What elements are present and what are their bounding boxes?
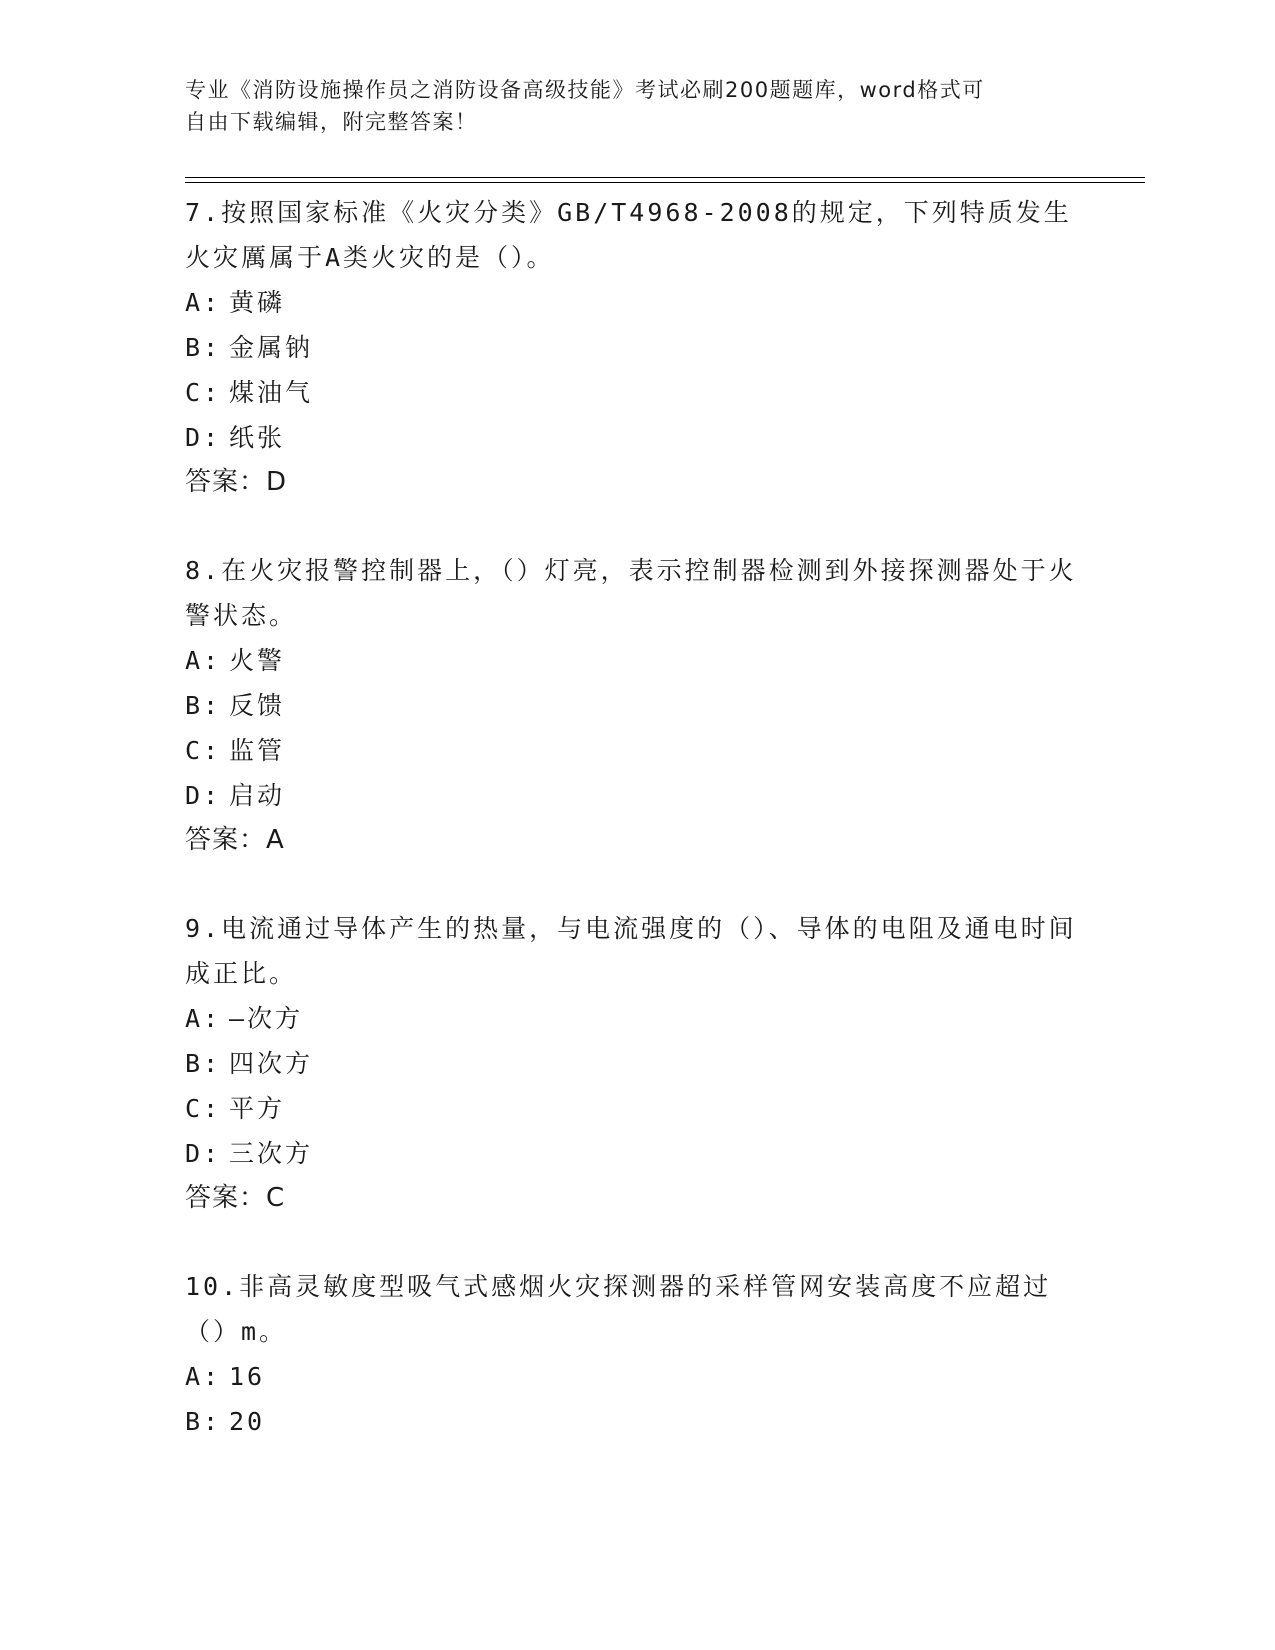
option-text: 三次方 <box>229 1139 314 1168</box>
question-7 <box>185 190 1085 505</box>
question-8 <box>185 548 1085 863</box>
option-text: 黄磷 <box>229 288 286 317</box>
document-header <box>185 74 1065 138</box>
option-text: 火警 <box>229 646 286 675</box>
option-text: 金属钠 <box>229 333 314 362</box>
answer-line: 答案：A <box>185 825 285 855</box>
option-text: 四次方 <box>229 1049 314 1078</box>
question-list <box>185 190 1085 1487</box>
question-10 <box>185 1264 1085 1444</box>
option-b <box>185 325 1085 370</box>
option-text: 纸张 <box>229 423 286 452</box>
option-a <box>185 638 1085 683</box>
option-label: A: <box>185 1004 222 1033</box>
option-label: B: <box>185 1049 222 1078</box>
option-text: 反馈 <box>229 691 286 720</box>
option-label: B: <box>185 1407 222 1436</box>
option-a <box>185 996 1085 1041</box>
option-label: C: <box>185 1094 222 1123</box>
option-d <box>185 415 1085 460</box>
option-text: 煤油气 <box>229 378 314 407</box>
option-d <box>185 1131 1085 1176</box>
header-divider-top <box>185 177 1145 178</box>
question-text: 7.按照国家标准《火灾分类》GB/T4968-2008的规定，下列特质发生火灾厲属于A类火灾的是（）。 <box>185 198 1072 272</box>
option-text: 启动 <box>229 781 286 810</box>
header-line-1: 专业《消防设施操作员之消防设备高级技能》考试必刷200题题库，word格式可 <box>185 78 985 102</box>
question-text: 10.非高灵敏度型吸气式感烟火灾探测器的采样管网安装高度不应超过（）m。 <box>185 1272 1052 1346</box>
option-label: A: <box>185 288 222 317</box>
option-c <box>185 1086 1085 1131</box>
option-label: A: <box>185 646 222 675</box>
question-text: 8.在火灾报警控制器上，（）灯亮，表示控制器检测到外接探测器处于火警状态。 <box>185 556 1077 630</box>
header-line-2: 自由下载编辑，附完整答案！ <box>185 110 478 134</box>
question-text: 9.电流通过导体产生的热量，与电流强度的（）、导体的电阻及通电时间成正比。 <box>185 914 1077 988</box>
option-label: D: <box>185 781 222 810</box>
option-text: 平方 <box>229 1094 286 1123</box>
answer-line: 答案：C <box>185 1183 286 1213</box>
option-label: C: <box>185 378 222 407</box>
question-9 <box>185 906 1085 1221</box>
option-d <box>185 773 1085 818</box>
option-label: B: <box>185 691 222 720</box>
option-b <box>185 1399 1085 1444</box>
option-text: —次方 <box>229 1004 304 1033</box>
option-label: D: <box>185 423 222 452</box>
header-divider-bottom <box>185 182 1145 183</box>
option-a <box>185 280 1085 325</box>
option-text: 16 <box>229 1362 266 1391</box>
option-label: A: <box>185 1362 222 1391</box>
answer-line: 答案：D <box>185 467 288 497</box>
option-text: 20 <box>229 1407 266 1436</box>
option-text: 监管 <box>229 736 286 765</box>
option-c <box>185 728 1085 773</box>
option-label: B: <box>185 333 222 362</box>
option-c <box>185 370 1085 415</box>
option-b <box>185 1041 1085 1086</box>
option-label: C: <box>185 736 222 765</box>
option-b <box>185 683 1085 728</box>
option-a <box>185 1354 1085 1399</box>
option-label: D: <box>185 1139 222 1168</box>
